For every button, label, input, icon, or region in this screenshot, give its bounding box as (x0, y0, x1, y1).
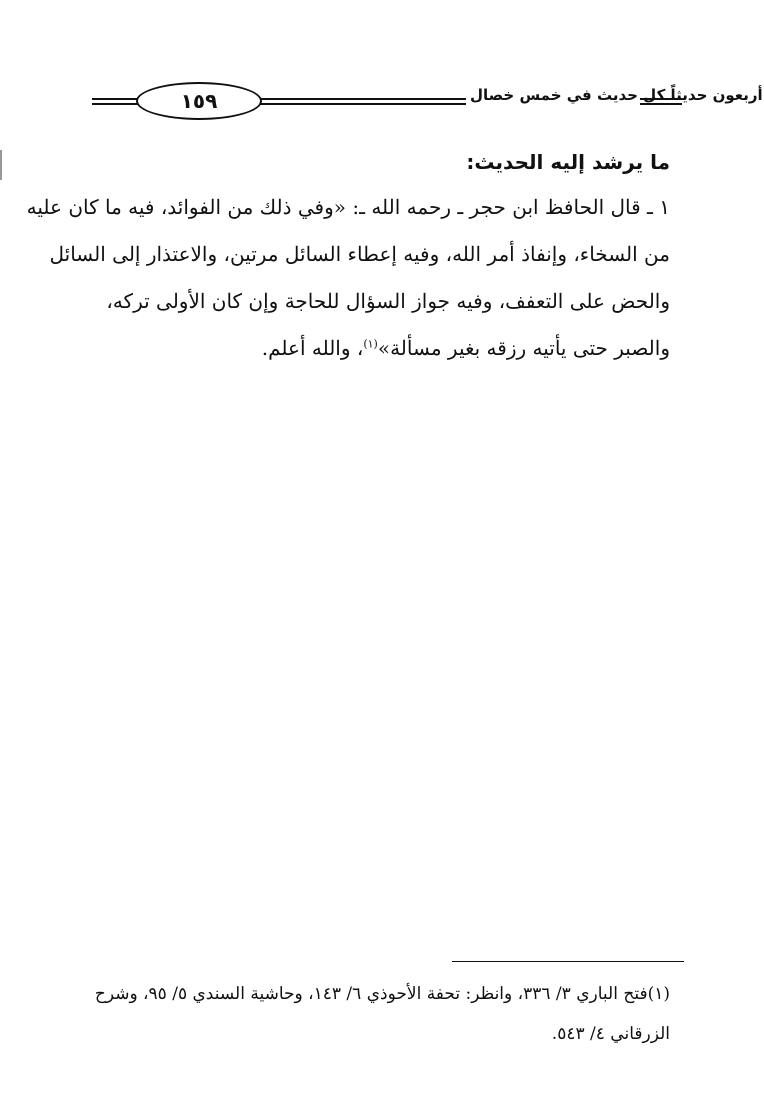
footnotes (70, 975, 670, 1055)
main-paragraph (26, 186, 670, 374)
running-title: أربعون حديثاً كل حديث في خمس خصال (470, 86, 763, 104)
scan-edge-mark (0, 150, 2, 180)
paragraph-line-text: والصبر حتى يأتيه رزقه بغير مسألة» (377, 336, 670, 360)
section-title: ما يرشد إليه الحديث: (466, 150, 670, 174)
footnote-line: (١)فتح الباري ٣/ ٣٣٦، وانظر: تحفة الأحوذي ٦/ ١٤٣، وحاشية السندي ٥/ ٩٥، وشرح (94, 984, 670, 1004)
footnote-line: الزرقاني ٤/ ٥٤٣. (551, 1024, 670, 1044)
paragraph-line: والحض على التعفف، وفيه جواز السؤال للحاجة وإن كان الأولى تركه، (106, 289, 670, 313)
page-number: ١٥٩ (136, 82, 262, 120)
footnote-separator (452, 961, 684, 962)
paragraph-line: من السخاء، وإنفاذ أمر الله، وفيه إعطاء السائل مرتين، والاعتذار إلى السائل (49, 242, 670, 266)
paragraph-line-tail: ، والله أعلم. (261, 336, 364, 360)
paragraph-line-last (70, 327, 670, 374)
header-rule-left (92, 98, 140, 105)
header-rule-middle (260, 98, 466, 105)
footnote-reference[interactable]: (١) (363, 337, 378, 351)
paragraph-line: ١ ـ قال الحافظ ابن حجر ـ رحمه الله ـ: «وفي ذلك من الفوائد، فيه ما كان عليه (26, 195, 670, 219)
page-header (92, 80, 763, 124)
